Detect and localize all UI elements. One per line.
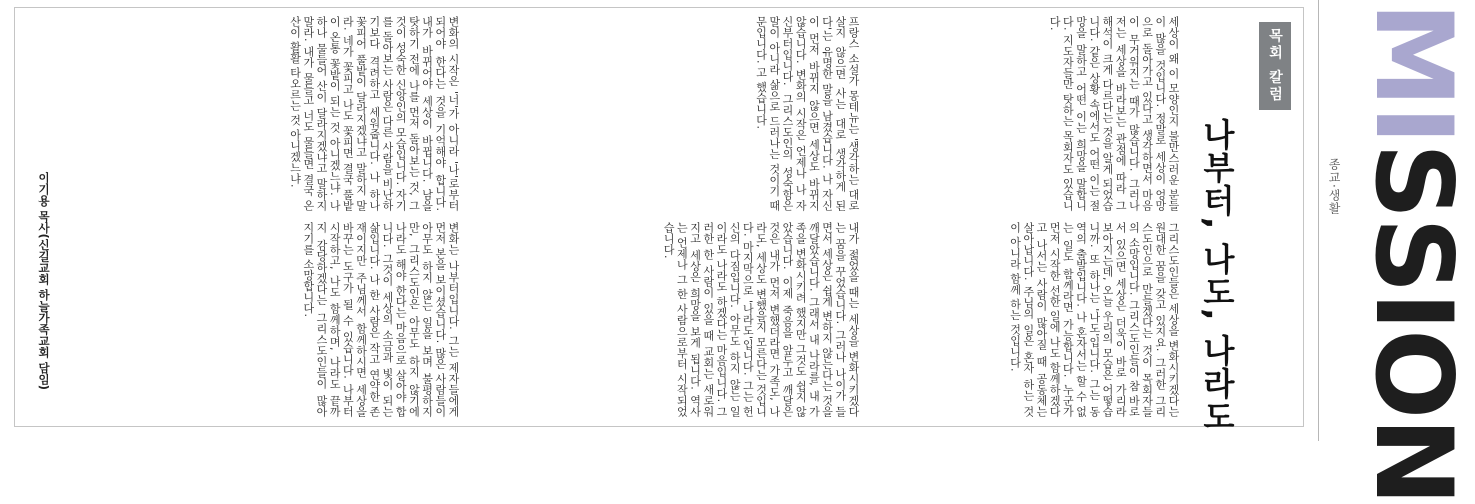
body-paragraph-text: 변화의 시작은 '너'가 아니라 '나'로부터 되어야 한다는 것을 기억해야 합니다. 내가 바뀌어야 세상이 바뀝니다. 남을 탓하기 전에 나를 먼저 돌아보는 것, 그것이 성숙한 신앙인의 모습입니다. 자기를 돌아보는 사람은 다른 사람을 비난하기보다 격려하고 세워줍니다. bbox=[367, 16, 460, 211]
banner-letter: S bbox=[1352, 217, 1475, 292]
body-paragraph-text: 나 한 사람은 작고 연약한 존재이지만 주님께서 함께하시면 세상을 바꾸는 도구가 될 수 있습니다. 나부터 시작하고, 나도 함께하며, 나라도 끝까지 감당하겠다는 그리스도인들이 많아지기를 소망합니다. bbox=[301, 222, 381, 418]
column-badge bbox=[1259, 22, 1291, 110]
banner-letter: M bbox=[1352, 2, 1475, 106]
banner-letter: I bbox=[1352, 291, 1475, 330]
body-paragraph bbox=[470, 16, 860, 211]
page-divider bbox=[1318, 0, 1319, 441]
body-paragraph-text: 마지막으로 '나라도'입니다. 그는 헌신의 다짐입니다. 아무도 하지 않는 일이라도 나라도 하겠다는 마음입니다. 그러한 한 사람이 있을 때 교회는 새로워지고 세상은 희망을 보게 됩니다. 역사는 언제나 그 한 사람으로부터 시작되었습니다. bbox=[662, 222, 755, 417]
body-paragraph: 그리스도인들은 세상을 변화시키겠다는 원대한 꿈을 갖고 있지요. 그러한 그리스도인으로 만들겠다는 것이 목회자들의 소망입니다. 그리스도인들이 참 바로서 있으면 세상은 더욱이 바로 가리라 보아지는데, 오늘 우리의 모습은 어떻습니까. 또 하나는 '나도'입니다. 그는 동역의 출발입니다. 나 혼자서는 할 수 없는 일도 함께라면 가능합니다. 누군가 먼저 시작한 선한 일에 나도 함께하겠다고 나서는 사람이 많아질 때 공동체는 살아납니다. 주님의 일은 혼자 하는 것이 아니라 함께 하는 것입니다. bbox=[1008, 222, 1180, 417]
body-paragraph bbox=[70, 16, 460, 211]
article-headline: 나부터, 나도, 나라도 bbox=[1198, 118, 1236, 433]
column-badge-label: 목회 칼럼 bbox=[1267, 28, 1283, 104]
section-sub-label: 종교·생활 bbox=[1327, 158, 1341, 215]
body-paragraph bbox=[470, 222, 860, 417]
body-paragraph: 세상이 왜 이 모양인지 불만스러운 분들이 많을 것입니다. 정말로 세상이 엉망으로 돌아가고 있다고 생각하면서 마음이 무거워지는 때가 많습니다. 그러나 저는 세상을 바라보는 관점에 따라 그 해석이 크게 다르다는 것을 알게 되었습니다. 같은 상황 속에서도 어떤 이는 절망을 말하고 어떤 이는 희망을 말합니다. 지도자들만 탓하는 목회자도 있습니다. bbox=[1048, 16, 1180, 211]
banner-letter: O bbox=[1352, 329, 1475, 418]
banner-letter: N bbox=[1352, 417, 1475, 504]
body-paragraph-text: 또 하나는 '나도'입니다. 그는 동역의 출발입니다. 나 혼자서는 할 수 없는 일도 함께라면 가능합니다. 누군가 먼저 시작한 선한 일에 나도 함께하겠다고 나서는 사람이 많아질 때 공동체는 살아납니다. 주님의 일은 혼자 하는 것이 아니라 함께 하는 것입니다. bbox=[1008, 222, 1101, 417]
banner-letter: S bbox=[1352, 142, 1475, 218]
body-paragraph bbox=[70, 222, 460, 417]
body-paragraph-text: 프랑스 소설가 몽테뉴는 '생각하는 대로 살지 않으면 사는 대로 생각하게 된다'는 유명한 말을 남겼습니다. 나 자신이 먼저 바뀌지 않으면 세상도 바뀌지 않습니다. 변화의 시작은 언제나 나 자신부터입니다. 그리스도인의 성숙함은 말이 아니라 삶으로 드러나는 것이기 때문입니다. 고 했습니다. bbox=[754, 16, 860, 211]
banner-letter: I bbox=[1352, 105, 1475, 143]
body-paragraph-text: 나 하나 꽃피어 풀밭이 달라지겠냐고 말하지 말라. 네가 꽃피고 나도 꽃피면 결국 풀밭이 온통 꽃밭이 되는 것 아니겠느냐. 나 하나 물들어 산이 달라지겠냐고 말하지 말라. 내가 물들고 너도 물들면 결국 온 산이 활활 타오르는 것 아니겠느냐. bbox=[288, 16, 381, 211]
author-byline: 이기용 목사(신길교회 하늘가족교회 담임) bbox=[37, 172, 51, 391]
body-paragraph-text: 내가 젊었을 때는 세상을 변화시키겠다는 꿈을 꾸었습니다. 그러나 나이가 들면서 세상은 쉽게 변하지 않는다는 것을 깨달았습니다. 그래서 내 나라를, 내 가족을 변화시키려 했지만 그것도 쉽지 않았습니다. 이제 죽음을 앞두고 깨달은 것은 내가 먼저 변했더라면 가족도, 나라도, 세상도 변했을지 모른다는 것입니다. bbox=[741, 222, 860, 417]
section-banner bbox=[1352, 0, 1475, 504]
body-paragraph-text: 변화는 나부터입니다. 그는 제자들에게 먼저 본을 보이셨습니다. 많은 사람들이 아무도 하지 않는 일을 보며 불평하지만, 그리스도인은 아무도 하지 않기에 나라도 해야 한다는 마음으로 살아야 합니다. 그것이 세상의 소금과 빛이 되는 삶입니다. bbox=[367, 222, 460, 417]
banner-wordmark bbox=[1352, 2, 1475, 504]
